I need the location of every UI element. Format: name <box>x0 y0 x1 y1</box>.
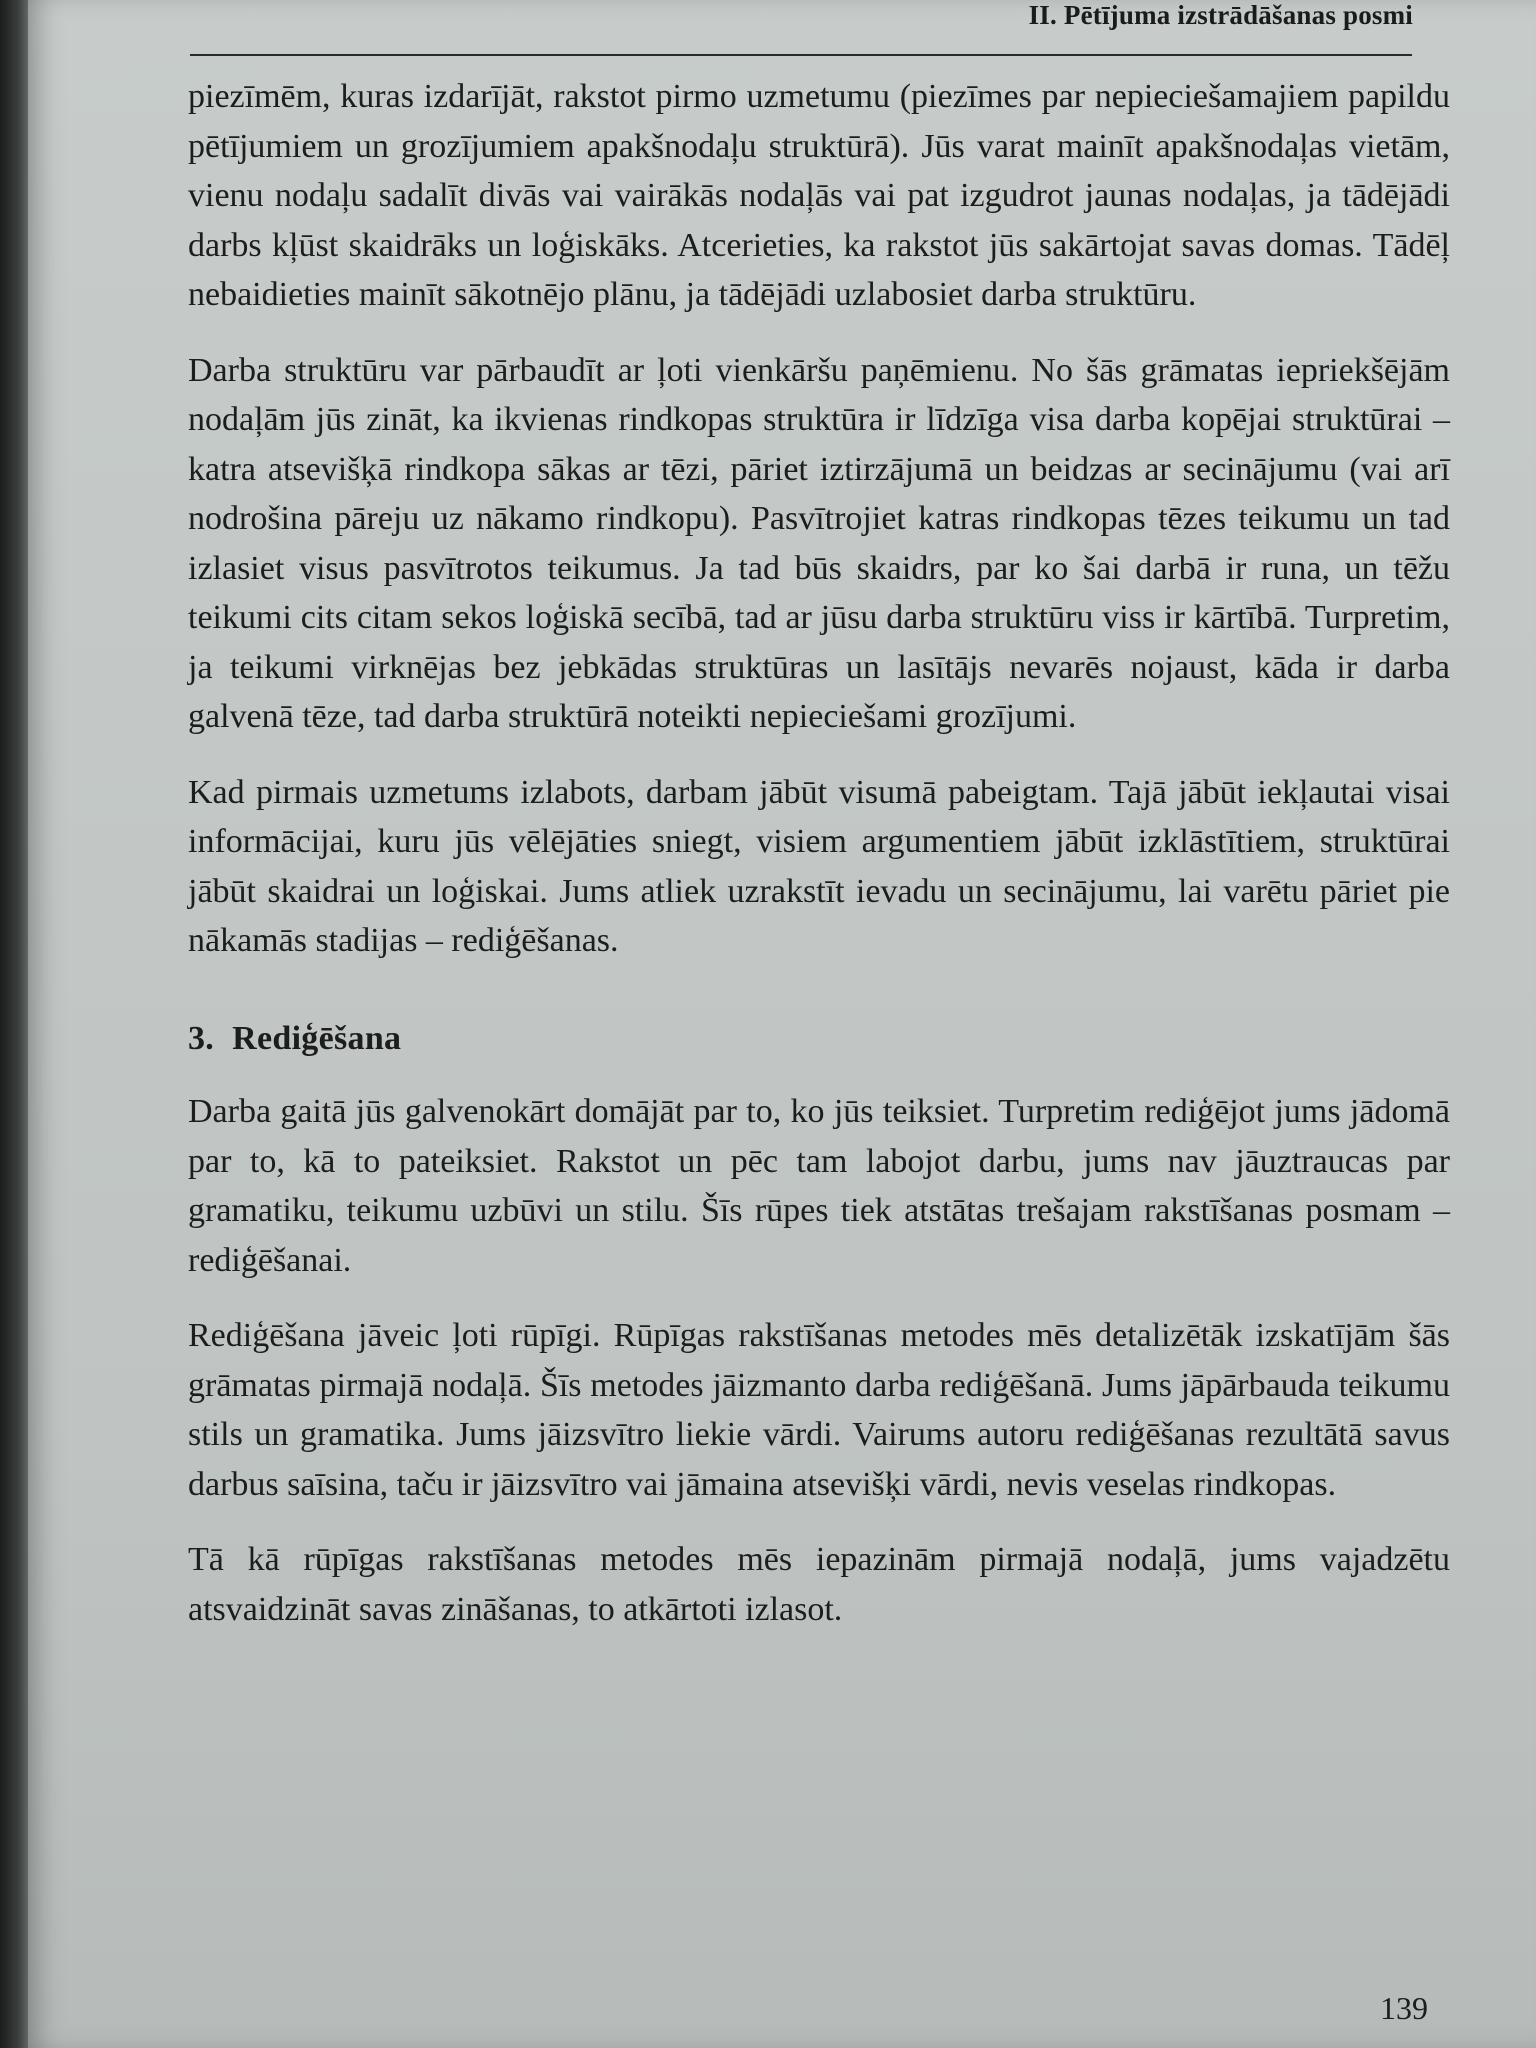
paragraph-2: Darba struktūru var pārbaudīt ar ļoti vienkāršu paņēmienu. No šās grāmatas iepriekšējām nodaļām jūs zināt, ka ikvienas rindkopas struktūra ir līdzīga visa darba kopējai struktūrai – katra atsevišķā rindkopa sākas ar tēzi, pāriet iztirzājumā un beidzas ar secinājumu (vai arī nodrošina pāreju uz nākamo rindkopu). Pasvītrojiet katras rindkopas tēzes teikumu un tad izlasiet visus pasvītrotos teikumus. Ja tad būs skaidrs, par ko šai darbā ir runa, un tēžu teikumi cits citam sekos loģiskā secībā, tad ar jūsu darba struktūru viss ir kārtībā. Turpretim, ja teikumi virknējas bez jebkādas struktūras un lasītājs nevarēs nojaust, kāda ir darba galvenā tēze, tad darba struktūrā noteikti nepieciešami grozījumi. <box>188 351 1450 735</box>
section-title: Rediģēšana <box>232 1019 402 1057</box>
book-page <box>28 0 1536 2048</box>
paragraph-3: Kad pirmais uzmetums izlabots, darbam jābūt visumā pabeigtam. Tajā jābūt iekļautai visai informācijai, kuru jūs vēlējāties sniegt, visiem argumentiem jābūt izklāstītiem, struktūrai jābūt skaidrai un loģiskai. Jums atliek uzrakstīt ievadu un secinājumu, lai varētu pāriet pie nākamās stadijas – rediģēšanas. <box>188 773 1450 959</box>
section-heading <box>188 1014 1450 1064</box>
running-head: II. Pētījuma izstrādāšanas posmi <box>1028 0 1413 30</box>
paragraph-6: Tā kā rūpīgas rakstīšanas metodes mēs iepazinām pirmajā nodaļā, jums vajadzētu atsvaidzināt savas zināšanas, to atkārtoti izlasot. <box>188 1541 1450 1628</box>
page-body <box>188 72 1450 1660</box>
page-number: 139 <box>1380 1990 1428 2026</box>
section-number: 3. <box>188 1019 215 1057</box>
paragraph-1: piezīmēm, kuras izdarījāt, rakstot pirmo uzmetumu (piezīmes par nepieciešamajiem papildu pētījumiem un grozījumiem apakšnodaļu struktūrā). Jūs varat mainīt apakšnodaļas vietām, vienu nodaļu sadalīt divās vai vairākās nodaļās vai pat izgudrot jaunas nodaļas, ja tādējādi darbs kļūst skaidrāks un loģiskāks. Atcerieties, ka rakstot jūs sakārtojat savas domas. Tādēļ nebaidieties mainīt sākotnējo plānu, ja tādējādi uzlabosiet darba struktūru. <box>188 78 1450 313</box>
desk-edge <box>0 0 30 2048</box>
paragraph-4: Darba gaitā jūs galvenokārt domājāt par to, ko jūs teiksiet. Turpretim rediģējot jums jādomā par to, kā to pateiksiet. Rakstot un pēc tam labojot darbu, jums nav jāuztraucas par gramatiku, teikumu uzbūvi un stilu. Šīs rūpes tiek atstātas trešajam rakstīšanas posmam – rediģēšanai. <box>188 1093 1450 1279</box>
paragraph-5: Rediģēšana jāveic ļoti rūpīgi. Rūpīgas rakstīšanas metodes mēs detalizētāk izskatījām šās grāmatas pirmajā nodaļā. Šīs metodes jāizmanto darba rediģēšanā. Jums jāpārbauda teikumu stils un gramatika. Jums jāizsvītro liekie vārdi. Vairums autoru rediģēšanas rezultātā savus darbus saīsina, taču ir jāizsvītro vai jāmaina atsevišķi vārdi, nevis veselas rindkopas. <box>188 1317 1450 1503</box>
header-rule <box>190 54 1412 56</box>
